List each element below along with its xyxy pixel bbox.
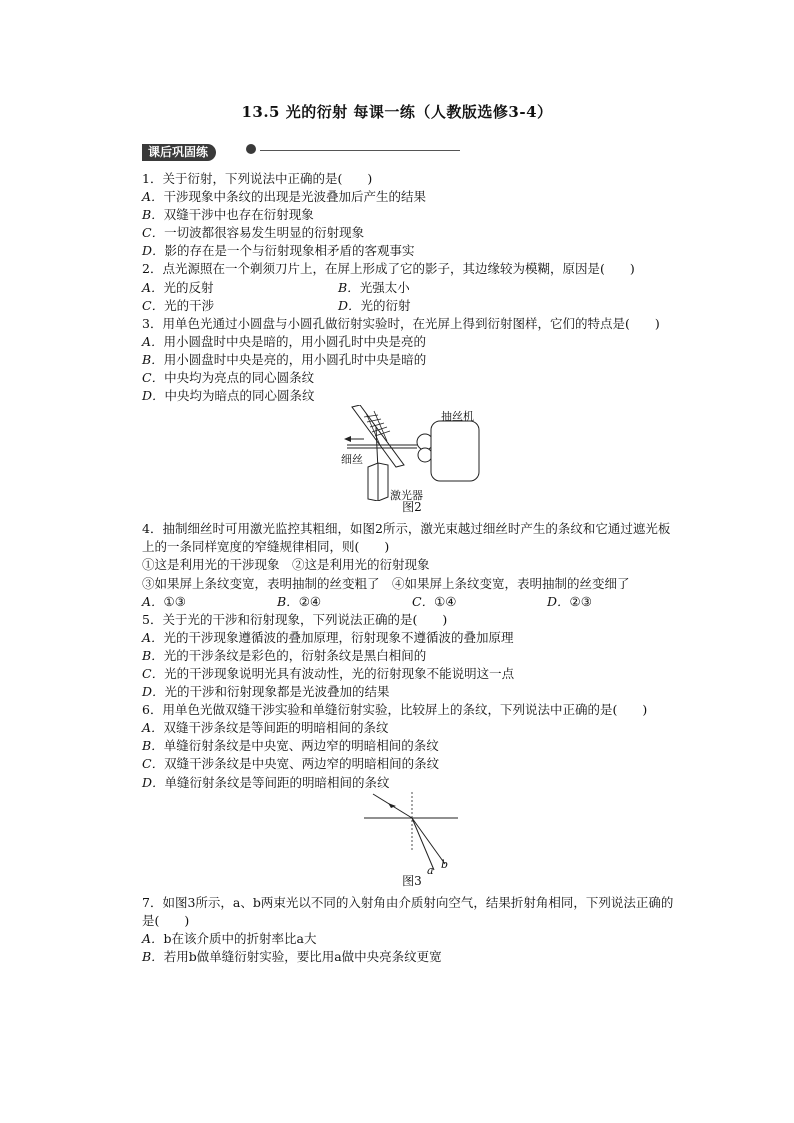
option-a: A．双缝干涉条纹是等间距的明暗相间的条纹 — [142, 720, 389, 736]
option-d: D．单缝衍射条纹是等间距的明暗相间的条纹 — [142, 774, 390, 790]
option-a: A．干涉现象中条纹的出现是光波叠加后产生的结果 — [142, 189, 427, 205]
question-stem: 1．关于衍射，下列说法中正确的是( ) — [142, 171, 373, 186]
question-stem: 2．点光源照在一个剃须刀片上，在屏上形成了它的影子，其边缘较为模糊，原因是( ) — [142, 261, 635, 277]
question-4 — [142, 520, 682, 610]
option-a: A．b在该介质中的折射率比a大 — [142, 930, 317, 946]
label-laser: 激光器 — [390, 489, 423, 503]
section-banner — [142, 141, 216, 158]
option-c: C．一切波都很容易发生明显的衍射现象 — [142, 225, 365, 241]
option-a: A．用小圆盘时中央是暗的，用小圆孔时中央是亮的 — [142, 333, 427, 349]
figure-caption: 图2 — [402, 500, 422, 515]
option-b: B．光强太小 — [338, 279, 410, 295]
option-d: D．光的干涉和衍射现象都是光波叠加的结果 — [142, 684, 390, 700]
question-stem: 7．如图3所示，a、b两束光以不同的入射角由介质射向空气，结果折射角相同，下列说法正确的是( ) — [142, 894, 674, 928]
option-c: C．中央均为亮点的同心圆条纹 — [142, 370, 315, 386]
figure-2 — [142, 405, 682, 516]
option-c: C．双缝干涉条纹是中央宽、两边窄的明暗相间的条纹 — [142, 756, 440, 772]
banner-rule — [260, 150, 460, 151]
option-d: D．②③ — [547, 593, 592, 609]
option-row — [142, 297, 682, 315]
option-c: C．光的干涉现象说明光具有波动性，光的衍射现象不能说明这一点 — [142, 665, 515, 681]
option-c: C．光的干涉 — [142, 297, 215, 313]
option-row — [142, 593, 682, 611]
label-b: b — [441, 857, 449, 871]
option-a: A．光的干涉现象遵循波的叠加原理，衍射现象不遵循波的叠加原理 — [142, 629, 514, 645]
question-body — [142, 170, 682, 966]
option-d: D．影的存在是一个与衍射现象相矛盾的客观事实 — [142, 243, 415, 259]
figure-caption: 图3 — [402, 873, 422, 888]
label-a: a — [427, 863, 434, 877]
statement-line: ①这是利用光的干涉现象 ②这是利用光的衍射现象 — [142, 557, 430, 573]
label-machine: 抽丝机 — [441, 410, 474, 424]
option-c: C．①④ — [412, 593, 457, 609]
option-b: B．若用b做单缝衍射实验，要比用a做中央亮条纹更宽 — [142, 948, 442, 964]
option-d: D．光的衍射 — [338, 297, 411, 313]
question-stem: 3．用单色光通过小圆盘与小圆孔做衍射实验时，在光屏上得到衍射图样，它们的特点是( ) — [142, 315, 660, 331]
figure-3 — [142, 792, 682, 890]
statement-line: ③如果屏上条纹变宽，表明抽制的丝变粗了 ④如果屏上条纹变宽，表明抽制的丝变细了 — [142, 575, 630, 591]
banner-dot-icon — [246, 144, 256, 154]
question-stem: 5．关于光的干涉和衍射现象，下列说法正确的是( ) — [142, 611, 448, 627]
question-7 — [142, 894, 682, 966]
option-a: A．①③ — [142, 593, 186, 609]
question-2 — [142, 260, 682, 314]
option-b: B．用小圆盘时中央是亮的，用小圆孔时中央是暗的 — [142, 351, 427, 367]
option-d: D．中央均为暗点的同心圆条纹 — [142, 388, 315, 404]
question-5 — [142, 611, 682, 701]
option-b: B．单缝衍射条纹是中央宽、两边窄的明暗相间的条纹 — [142, 738, 439, 754]
question-3 — [142, 315, 682, 405]
question-6 — [142, 701, 682, 791]
question-1 — [142, 170, 682, 260]
banner-label: 课后巩固练 — [142, 144, 216, 161]
question-stem: 4．抽制细丝时可用激光监控其粗细，如图2所示，激光束越过细丝时产生的条纹和它通过遮光板上的一条同样宽度的窄缝规律相同，则( ) — [142, 521, 671, 555]
label-wire: 细丝 — [341, 453, 363, 467]
option-row — [142, 279, 682, 297]
option-b: B．光的干涉条纹是彩色的，衍射条纹是黑白相间的 — [142, 647, 427, 663]
page-title: 13.5 光的衍射 每课一练（人教版选修3-4） — [241, 103, 553, 121]
option-b: B．双缝干涉中也存在衍射现象 — [142, 207, 314, 223]
option-a: A．光的反射 — [142, 279, 214, 295]
option-b: B．②④ — [277, 593, 322, 609]
refraction-diagram — [142, 792, 682, 874]
question-stem: 6．用单色光做双缝干涉实验和单缝衍射实验，比较屏上的条纹，下列说法中正确的是( ) — [142, 702, 648, 718]
